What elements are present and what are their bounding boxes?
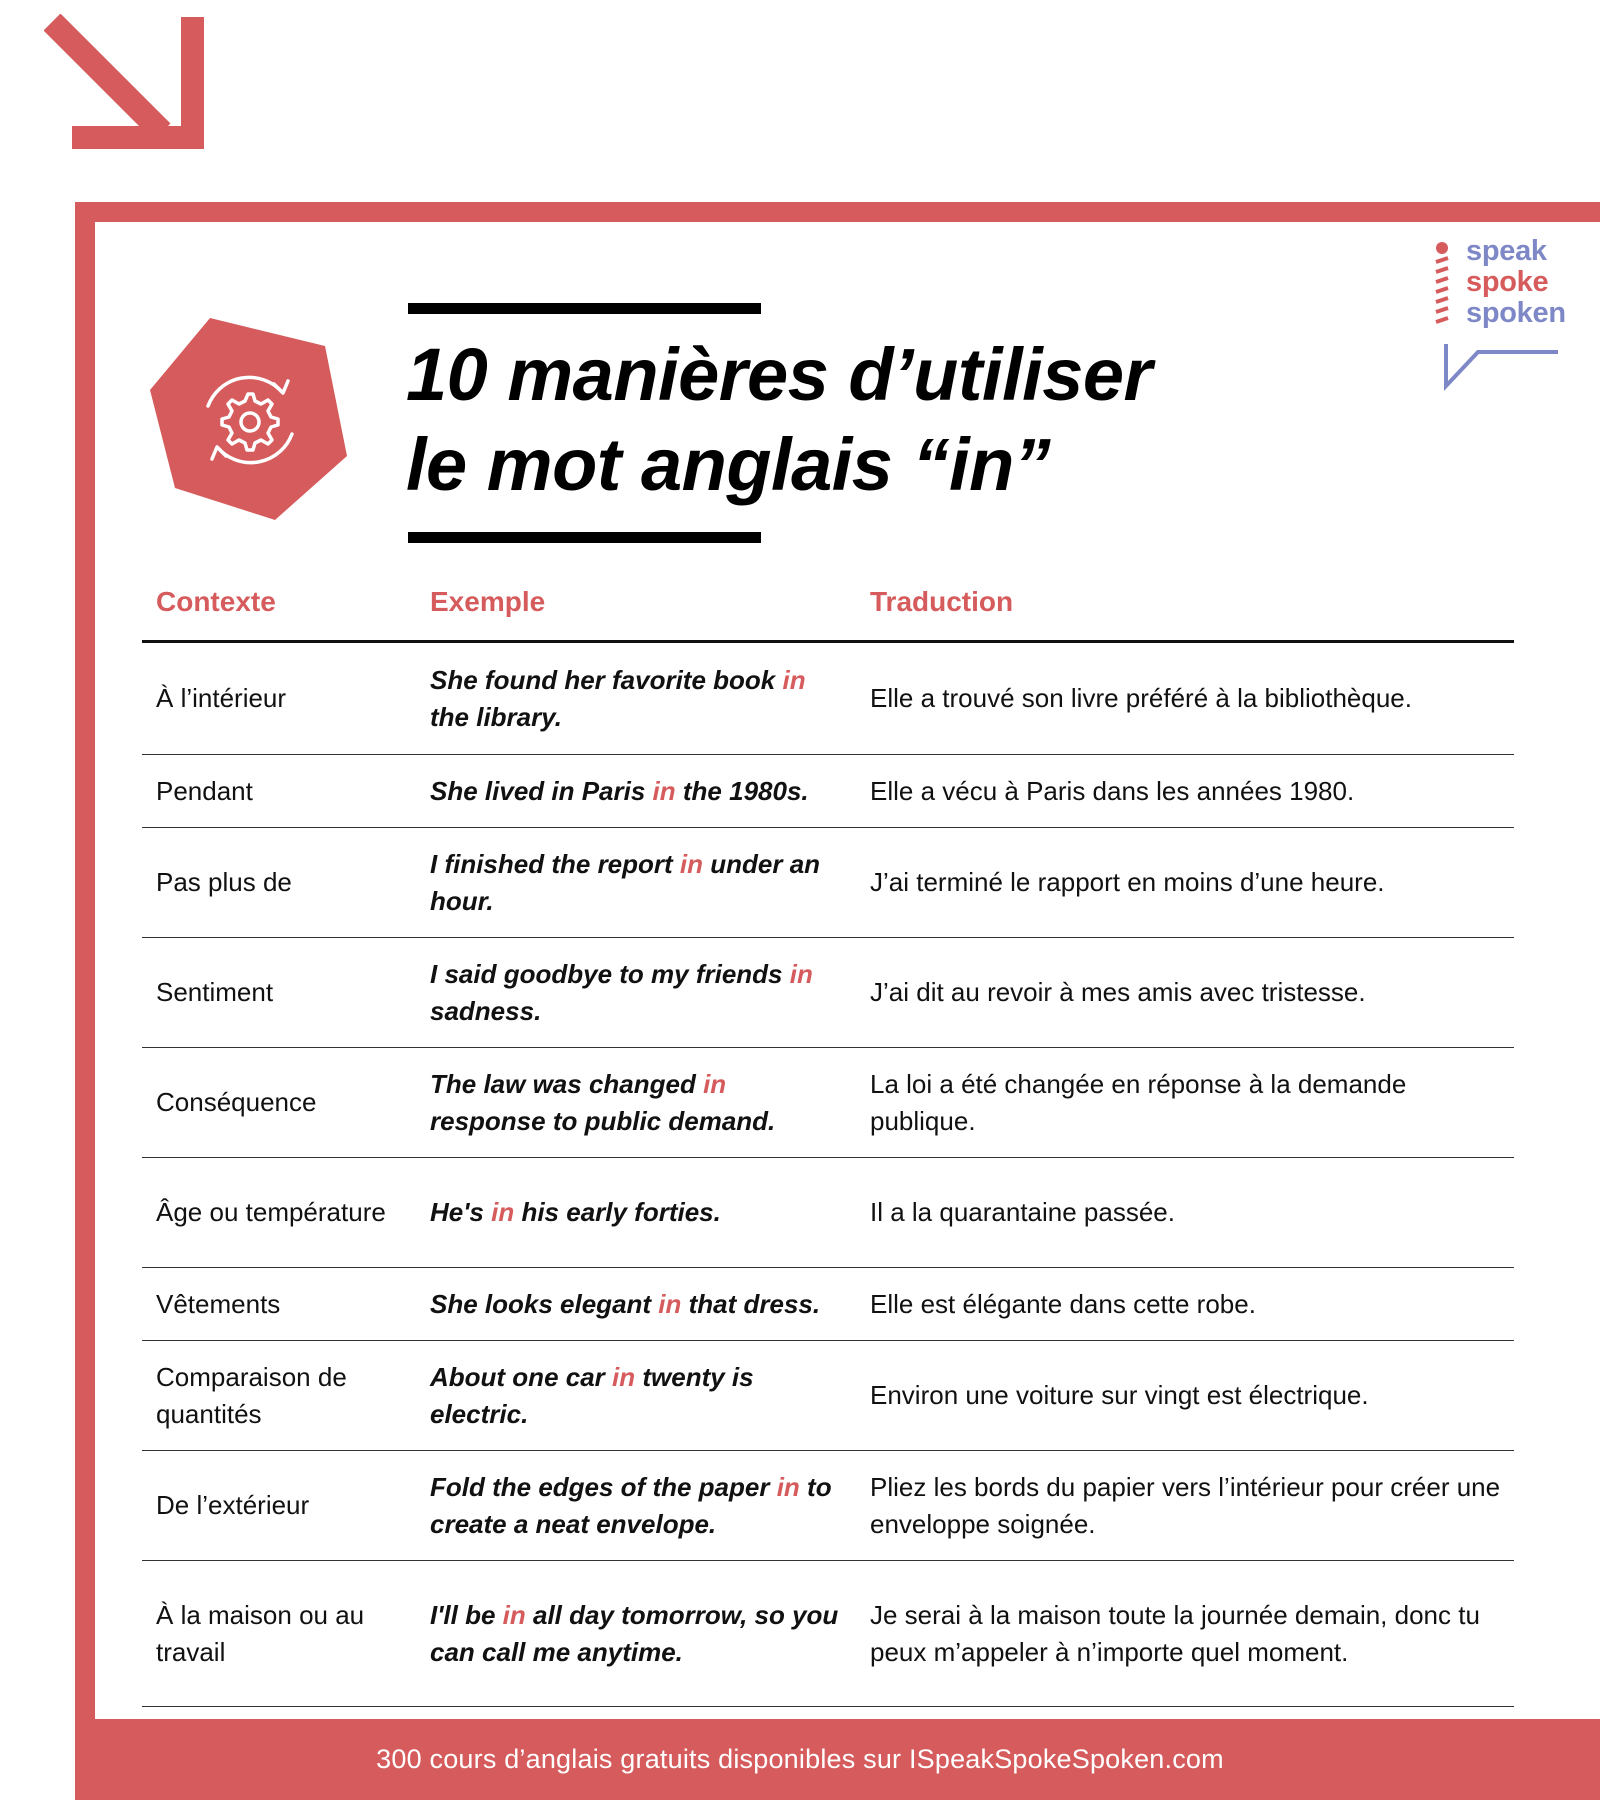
- table-row: [142, 643, 1514, 755]
- cell-example: I finished the report in under an hour.: [430, 848, 821, 916]
- table-row: [142, 1561, 1514, 1707]
- cell-translation: Elle a trouvé son livre préféré à la bibliothèque.: [870, 683, 1412, 713]
- table-row: [142, 1451, 1514, 1561]
- cell-context: Comparaison de quantités: [156, 1361, 347, 1429]
- cell-example: Fold the edges of the paper in to create a neat envelope.: [430, 1471, 832, 1539]
- cell-translation: Pliez les bords du papier vers l’intérieur pour créer une enveloppe soignée.: [870, 1471, 1501, 1539]
- table-header: [142, 576, 1514, 643]
- table-row: [142, 938, 1514, 1048]
- page-title: [406, 330, 1306, 510]
- cell-example: She lived in Paris in the 1980s.: [430, 775, 809, 806]
- cell-example: About one car in twenty is electric.: [430, 1361, 754, 1429]
- gear-refresh-icon: [150, 318, 347, 520]
- cell-example: She found her favorite book in the library.: [430, 664, 806, 732]
- table-row: [142, 1048, 1514, 1158]
- header-translation: Traduction: [870, 586, 1014, 617]
- cell-context: Vêtements: [156, 1288, 281, 1319]
- arrow-down-right-icon: [44, 14, 204, 164]
- title-rule-bottom: [408, 532, 761, 543]
- cell-translation: La loi a été changée en réponse à la demande publique.: [870, 1068, 1407, 1136]
- cell-context: Pas plus de: [156, 867, 292, 897]
- footer-text: 300 cours d’anglais gratuits disponibles sur ISpeakSpokeSpoken.com: [376, 1744, 1224, 1774]
- table-row: [142, 1268, 1514, 1341]
- header-example: Exemple: [430, 586, 546, 617]
- cell-example: I said goodbye to my friends in sadness.: [430, 958, 813, 1026]
- cell-context: De l’extérieur: [156, 1490, 310, 1520]
- cell-example: He's in his early forties.: [430, 1197, 721, 1227]
- table-row: [142, 1158, 1514, 1268]
- cell-translation: Elle a vécu à Paris dans les années 1980.: [870, 775, 1355, 806]
- logo-i-icon: [1432, 240, 1456, 324]
- usage-table: [142, 576, 1514, 1707]
- table-row: [142, 1341, 1514, 1451]
- logo-word-spoke: spoke: [1466, 266, 1549, 298]
- logo-text: [1466, 236, 1566, 329]
- cell-context: Conséquence: [156, 1087, 317, 1117]
- brand-logo: [1432, 235, 1566, 396]
- cell-context: Pendant: [156, 775, 253, 806]
- header-context: Contexte: [156, 586, 276, 617]
- cell-translation: Environ une voiture sur vingt est électrique.: [870, 1380, 1369, 1410]
- cell-example: She looks elegant in that dress.: [430, 1288, 821, 1319]
- cell-context: À l’intérieur: [156, 683, 287, 713]
- cell-translation: Elle est élégante dans cette robe.: [870, 1288, 1256, 1319]
- cell-translation: J’ai dit au revoir à mes amis avec tristesse.: [870, 977, 1366, 1007]
- cell-example: The law was changed in response to public demand.: [430, 1068, 776, 1136]
- title-line-2: le mot anglais “in”: [406, 423, 1051, 506]
- cell-context: Âge ou température: [156, 1197, 386, 1227]
- table-row: [142, 828, 1514, 938]
- cell-example: I'll be in all day tomorrow, so you can call me anytime.: [430, 1599, 839, 1667]
- title-rule-top: [408, 303, 761, 314]
- cell-translation: J’ai terminé le rapport en moins d’une heure.: [870, 867, 1385, 897]
- cell-translation: Il a la quarantaine passée.: [870, 1197, 1175, 1227]
- title-line-1: 10 manières d’utiliser: [406, 333, 1152, 416]
- logo-word-speak: speak: [1466, 235, 1547, 267]
- cell-context: À la maison ou au travail: [156, 1599, 365, 1667]
- cell-context: Sentiment: [156, 977, 274, 1007]
- table-row: [142, 755, 1514, 828]
- cell-translation: Je serai à la maison toute la journée demain, donc tu peux m’appeler à n’importe quel moment.: [870, 1599, 1480, 1667]
- logo-word-spoken: spoken: [1466, 297, 1566, 329]
- speech-tail-icon: [1442, 340, 1562, 392]
